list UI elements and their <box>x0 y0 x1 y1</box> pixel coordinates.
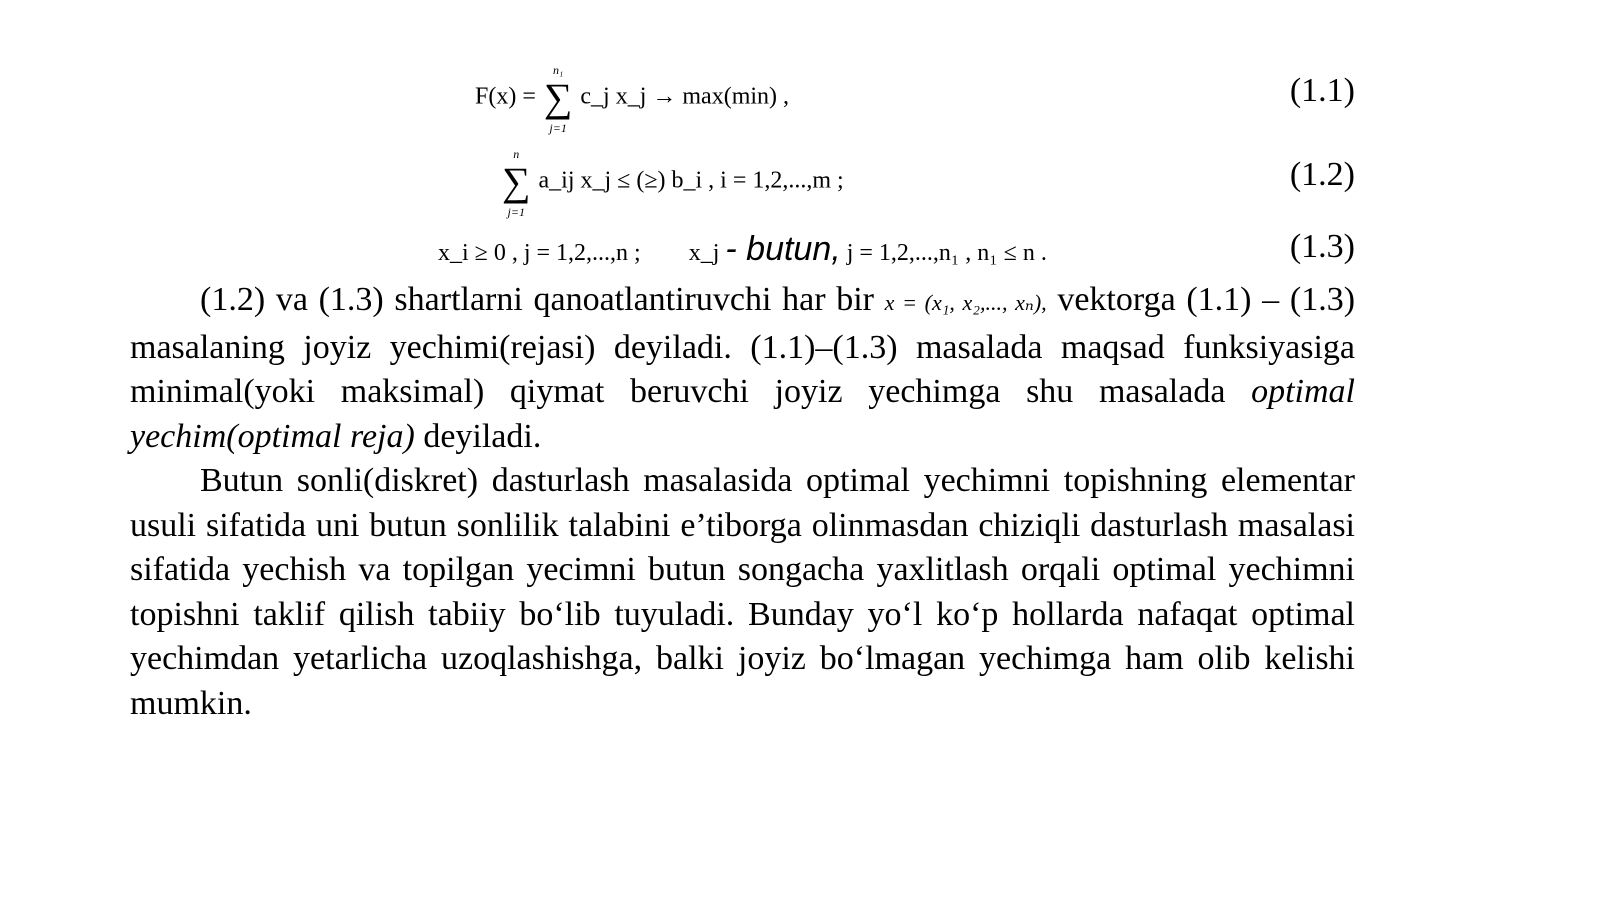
eq1-lhs: F(x) = <box>475 83 536 110</box>
equation-1-3 <box>438 232 1047 266</box>
eq3-part3: j = 1,2,...,n₁ , n₁ ≤ n . <box>846 240 1047 266</box>
p1-inline-math: x = (x₁, x₂,..., xₙ), <box>884 290 1047 315</box>
paragraph-2: Butun sonli(diskret) dasturlash masalasida optimal yechimni topishning elementar usuli sifatida uni butun sonlilik talabini e’tiborga olinmasdan chiziqli dasturlash masalasi sifatida yechish va topilgan yecimni butun songacha yaxlitlash orqali optimal yechimni topishni taklif qilish tabiiy bo‘lib tuyuladi. Bunday yo‘l ko‘p hollarda nafaqat optimal yechimdan yetarlicha uzoqlashishga, balki joyiz bo‘lmagan yechimga ham olib kelishi mumkin. <box>130 462 1355 722</box>
eq3-word-butun: - butun, <box>725 230 841 268</box>
sum-symbol: n₁ ∑ j=1 <box>543 63 573 135</box>
eq1-rhs: c_j x_j → max(min) , <box>580 83 790 110</box>
sum-lower-limit: j=1 <box>549 121 567 135</box>
equation-number-1-1: (1.1) <box>1289 72 1355 109</box>
p1-text-after-math: vektorga (1.1) – (1.3) masalaning joyiz yechimi(rejasi) deyiladi. (1.1)–(1.3) masalada maqsad funksiyasiga minimal(yoki maksimal) qiymat beruvchi joyiz yechimga shu masalada <box>130 281 1356 410</box>
eq2-rhs: a_ij x_j ≤ (≥) b_i , i = 1,2,...,m ; <box>538 167 844 194</box>
eq3-var: x_j <box>688 240 720 266</box>
sum-symbol: n ∑ j=1 <box>502 147 531 219</box>
eq3-part1: x_i ≥ 0 , j = 1,2,...,n ; <box>438 240 641 266</box>
body-text <box>130 278 1355 726</box>
equation-number-1-3: (1.3) <box>1289 228 1355 265</box>
sum-lower-limit: j=1 <box>507 205 525 219</box>
p1-text-end: deyiladi. <box>423 417 542 455</box>
sum-upper-limit: n₁ <box>553 63 564 77</box>
equation-1-2 <box>500 147 844 219</box>
p1-italic-term: optimal yechim(optimal reja) <box>130 373 1356 455</box>
equation-1-1 <box>475 63 790 135</box>
sum-upper-limit: n <box>513 147 520 161</box>
equation-number-1-2: (1.2) <box>1289 156 1355 193</box>
paragraph-1 <box>130 278 1355 459</box>
p1-text-before-math: (1.2) va (1.3) shartlarni qanoatlantiruvchi har bir <box>200 281 874 318</box>
